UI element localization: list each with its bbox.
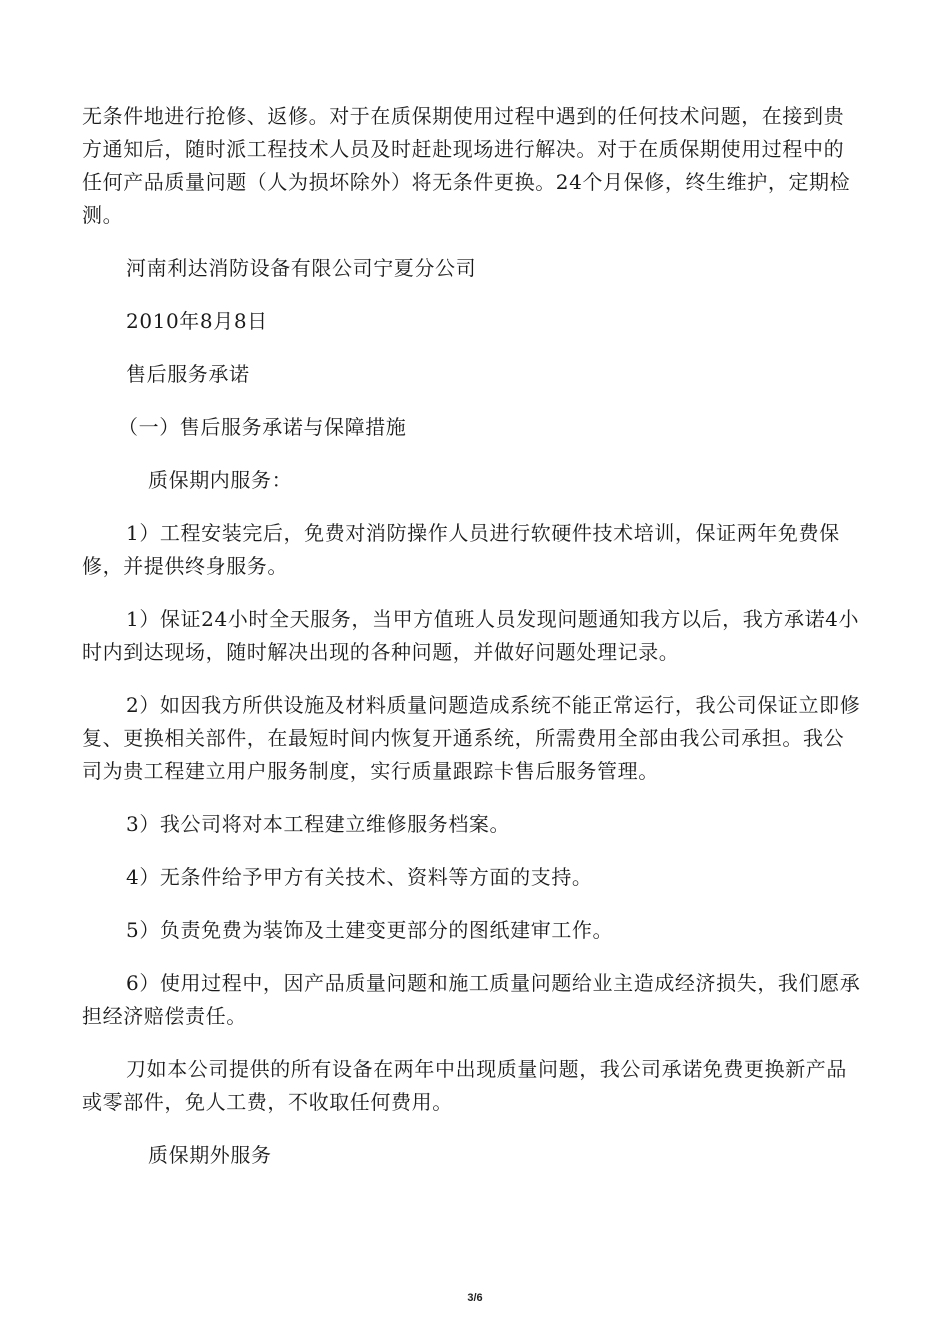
paragraph-warranty-continuation: 无条件地进行抢修、返修。对于在质保期使用过程中遇到的任何技术问题，在接到贵方通知后，随时派工程技术人员及时赶赴现场进行解决。对于在质保期使用过程中的任何产品质量问题（人为损坏除外）将无条件更换。24个月保修，终生维护，定期检测。: [82, 104, 851, 227]
list-item-drawings: 5）负责免费为装饰及土建变更部分的图纸建审工作。: [126, 918, 614, 942]
list-item-compensation: 6）使用过程中，因产品质量问题和施工质量问题给业主造成经济损失，我们愿承担经济赔偿责任。: [82, 971, 861, 1028]
list-item-archive: 3）我公司将对本工程建立维修服务档案。: [126, 812, 511, 836]
list-item-support: 4）无条件给予甲方有关技术、资料等方面的支持。: [126, 865, 593, 889]
document-body: [82, 100, 862, 1172]
paragraph-free-replacement: 刀如本公司提供的所有设备在两年中出现质量问题，我公司承诺免费更换新产品或零部件，免人工费，不收取任何费用。: [82, 1057, 847, 1114]
list-item-training: 1）工程安装完后，免费对消防操作人员进行软硬件技术培训，保证两年免费保修，并提供终身服务。: [82, 521, 840, 578]
in-warranty-heading: 质保期内服务：: [148, 468, 293, 492]
document-date: 2010年8月8日: [126, 309, 268, 333]
list-item-repair: 2）如因我方所供设施及材料质量问题造成系统不能正常运行，我公司保证立即修复、更换相关部件，在最短时间内恢复开通系统，所需费用全部由我公司承担。我公司为贵工程建立用户服务制度，实行质量跟踪卡售后服务管理。: [82, 693, 861, 783]
section-title: 售后服务承诺: [126, 362, 250, 386]
subsection-title: （一）售后服务承诺与保障措施: [118, 415, 407, 439]
company-name: 河南利达消防设备有限公司宁夏分公司: [126, 256, 477, 280]
out-of-warranty-heading: 质保期外服务: [148, 1143, 272, 1167]
page-number: 3/6: [467, 1292, 483, 1304]
list-item-24h-service: 1）保证24小时全天服务，当甲方值班人员发现问题通知我方以后，我方承诺4小时内到达现场，随时解决出现的各种问题，并做好问题处理记录。: [82, 607, 860, 664]
